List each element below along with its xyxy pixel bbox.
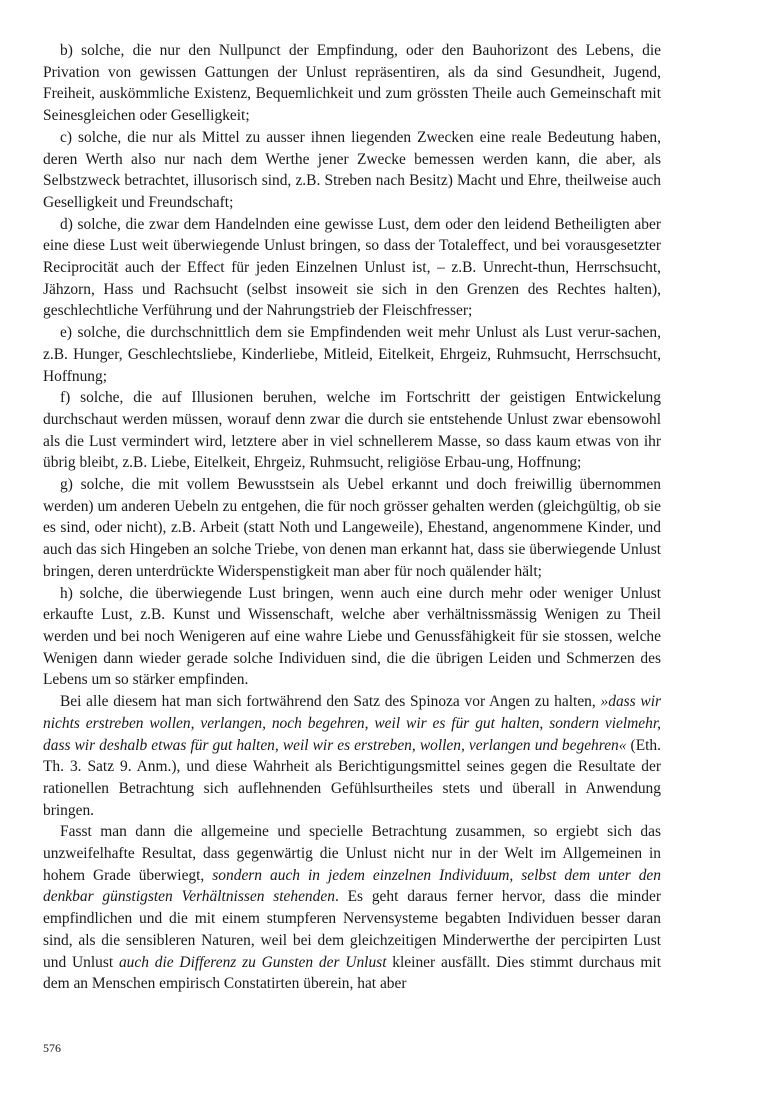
fasst-emphasis-1: sondern auch in jedem einzelnen Individuum, selbst dem unter den denkbar günstigsten Verhältnissen stehenden xyxy=(43,866,661,906)
page-number: 576 xyxy=(43,1041,61,1055)
fasst-text-3: kleiner ausfällt. Dies stimmt durchaus mit dem an Menschen empirisch Constatirten überein, hat aber xyxy=(43,953,661,993)
paragraph-e: e) solche, die durchschnittlich dem sie Empfindenden weit mehr Unlust als Lust verur-sachen, z.B. Hunger, Geschlechtsliebe, Kinderliebe, Mitleid, Eitelkeit, Ehrgeiz, Ruhmsucht, Herrschsucht, Hoffnung; xyxy=(43,324,661,385)
paragraph-f: f) solche, die auf Illusionen beruhen, welche im Fortschritt der geistigen Entwickelung durchschaut werden müssen, worauf denn zwar die durch sie entstehende Unlust zwar ebensowohl als die Lust vermindert wird, letztere aber in viel schnellerem Masse, so dass kaum etwas von ihr übrig bleibt, z.B. Liebe, Eitelkeit, Ehrgeiz, Ruhmsucht, religiöse Erbau-ung, Hoffnung; xyxy=(43,389,661,472)
paragraph-b: b) solche, die nur den Nullpunct der Empfindung, oder den Bauhorizont des Lebens, die Privation von gewissen Gattungen der Unlust repräsentiren, als da sind Gesundheit, Jugend, Freiheit, auskömmliche Existenz, Bequemlichkeit und zum grössten Theile auch Gemeinschaft mit Seinesgleichen oder Geselligkeit; xyxy=(43,42,661,125)
paragraph-spinoza xyxy=(43,691,661,821)
paragraph-g: g) solche, die mit vollem Bewusstsein als Uebel erkannt und doch freiwillig übernommen werden) um anderen Uebeln zu entgehen, die für noch grösser gehalten werden (gleichgültig, ob sie es sind, oder nicht), z.B. Arbeit (statt Noth und Langeweile), Ehestand, angenommene Kinder, und auch das sich Hingeben an solche Triebe, von denen man erkannt hat, dass sie überwiegende Unlust bringen, deren unterdrückte Widerspenstigkeit man aber für noch quälender hält; xyxy=(43,476,661,580)
spinoza-quote: »dass wir nichts erstreben wollen, verlangen, noch begehren, weil wir es für gut halten, sondern vielmehr, dass wir deshalb etwas für gut halten, weil wir es erstreben, wollen, verlangen und begehren« xyxy=(43,693,662,754)
spinoza-intro-text: Bei alle diesem hat man sich fortwährend den Satz des Spinoza vor Angen zu halten, xyxy=(60,693,601,711)
spinoza-outro-text: (Eth. Th. 3. Satz 9. Anm.), und diese Wahrheit als Berichtigungsmittel seines gegen die Resultate der rationellen Betrachtung sich auflehnenden Gefühlsurtheiles stets und überall in Anwendung bringen. xyxy=(43,736,661,819)
fasst-text-2: . Es geht daraus ferner hervor, dass die minder empfindlichen und die mit einem stumpferen Nervensysteme begabten Individuen besser daran sind, als die sensibleren Naturen, weil bei dem gleichzeitigen Minderwerthe der percipirten Lust und Unlust xyxy=(43,888,661,971)
page-body xyxy=(43,40,661,995)
fasst-emphasis-2: auch die Differenz zu Gunsten der Unlust xyxy=(118,953,387,971)
paragraph-h: h) solche, die überwiegende Lust bringen, wenn auch eine durch mehr oder weniger Unlust erkaufte Lust, z.B. Kunst und Wissenschaft, welche aber verhältnissmässig Wenigen zu Theil werden und bei noch Wenigeren auf eine wahre Liebe und Genussfähigkeit für sie stossen, welche Wenigen dann wieder gerade solche Individuen sind, die die übrigen Leiden und Schmerzen des Lebens um so stärker empfinden. xyxy=(43,584,661,689)
paragraph-fasst xyxy=(43,821,661,995)
paragraph-d: d) solche, die zwar dem Handelnden eine gewisse Lust, dem oder den leidend Betheiligten aber eine diese Lust weit überwiegende Unlust bringen, so dass der Totaleffect, und bei vorausgesetzter Reciprocität auch der Effect für jeden Einzelnen Unlust ist, – z.B. Unrecht-thun, Herrschsucht, Jähzorn, Hass und Rachsucht (selbst insoweit sie sich in den Grenzen des Rechtes halten), geschlechtliche Verführung und der Nahrungstrieb der Fleischfresser; xyxy=(43,215,661,320)
fasst-text-1: Fasst man dann die allgemeine und specielle Betrachtung zusammen, so ergiebt sich das unzweifelhafte Resultat, dass gegenwärtig die Unlust nicht nur in der Welt im Allgemeinen in hohem Grade überwiegt, xyxy=(43,823,661,884)
paragraph-c: c) solche, die nur als Mittel zu ausser ihnen liegenden Zwecken eine reale Bedeutung haben, deren Werth also nur nach dem Werthe jener Zwecke bemessen werden kann, die aber, als Selbstzweck betrachtet, illusorisch sind, z.B. Streben nach Besitz) Macht und Ehre, theilweise auch Geselligkeit und Freundschaft; xyxy=(43,128,661,211)
